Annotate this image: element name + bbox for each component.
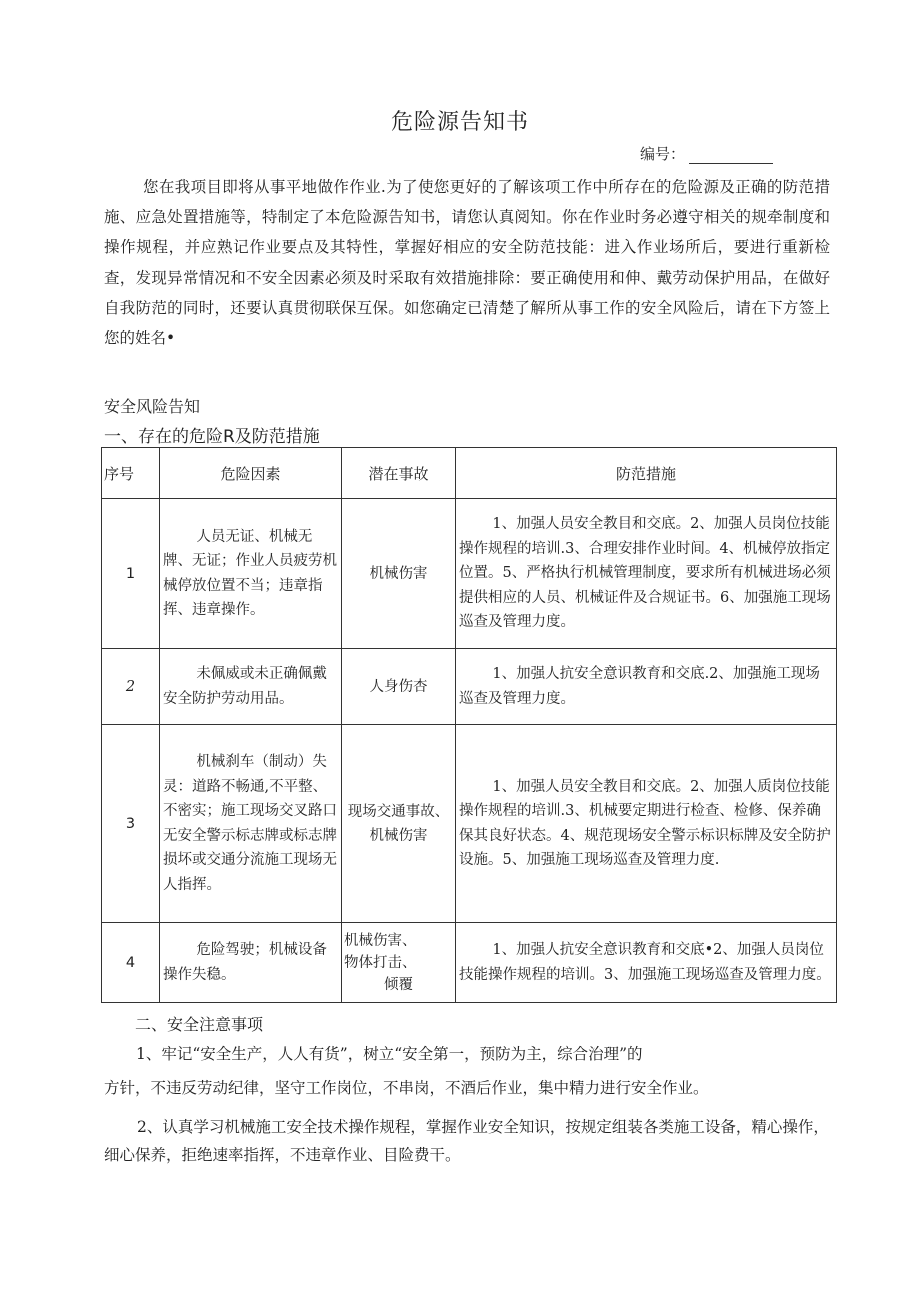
number-label: 编号： [640, 145, 686, 163]
header-no: 序号 [102, 448, 160, 499]
row-number: 3 [102, 725, 160, 923]
row-number: 2 [102, 649, 160, 725]
header-measures: 防范措施 [456, 448, 837, 499]
table-row [102, 725, 837, 923]
row-accident: 机械伤害 [342, 499, 456, 649]
accident-line: 物体打击、 [344, 954, 417, 971]
row-accident: 人身伤杏 [342, 649, 456, 725]
notice-paragraph-1-line-1: 1、牢记“安全生产，人人有货”，树立“安全第一，预防为主，综合治理”的 [136, 1045, 643, 1063]
section-subtitle: 安全风险告知 [104, 397, 201, 416]
section-one-heading: 一、存在的危险R及防范措施 [104, 427, 320, 447]
header-accident: 潜在事故 [342, 448, 456, 499]
table-row [102, 923, 837, 1003]
number-blank-line [689, 149, 773, 164]
row-cause: 机械刹车（制动）失灵：道路不畅通,不平整、不密实；施工现场交叉路口无安全警示标志牌或标志牌损坏或交通分流施工现场无人指挥。 [160, 725, 342, 923]
accident-line: 机械伤害、 [344, 932, 417, 949]
row-cause: 危险驾驶；机械设备操作失稳。 [160, 923, 342, 1003]
accident-line: 倾覆 [384, 976, 413, 993]
row-cause: 未佩威或未正确佩戴安全防护劳动用品。 [160, 649, 342, 725]
document-number [640, 143, 773, 164]
intro-paragraph: 您在我项目即将从事平地做作作业.为了使您更好的了解该项工作中所存在的危险源及正确的防范措施、应急处置措施等，特制定了本危险源告知书，请您认真阅知。你在作业时务必遵守相关的规牵制度和操作规程，并应熟记作业要点及其特性，掌握好相应的安全防范技能：进入作业场所后，要进行重新检查，发现异常情况和不安全因素必须及时采取有效措施排除：要正确使用和伸、戴劳动保护用品，在做好自我防范的同时，还要认真贯彻联保互保。如您确定已清楚了解所从事工作的安全风险后，请在下方签上您的姓名• [104, 178, 830, 348]
table-row [102, 649, 837, 725]
row-accident [342, 923, 456, 1003]
section-two-heading: 二、安全注意事项 [135, 1015, 264, 1034]
row-accident: 现场交通事故、机械伤害 [342, 725, 456, 923]
row-number: 1 [102, 499, 160, 649]
table-row [102, 499, 837, 649]
row-measures: 1、加强人员安全教目和交底。2、加强人员岗位技能操作规程的培训.3、合理安排作业时间。4、机械停放指定位置。5、严格执行机械管理制度，要求所有机械进场必须提供相应的人员、机械证件及合规证书。6、加强施工现场巡查及管理力度。 [456, 499, 837, 649]
notice-paragraph-2: 2、认真学习机械施工安全技术操作规程，掌握作业安全知识，按规定组装各类施工设备，精心操作，细心保养，拒绝速率指挥，不违章作业、目险费干。 [104, 1118, 829, 1164]
row-measures: 1、加强人抗安全意识教育和交底.2、加强施工现场巡查及管理力度。 [456, 649, 837, 725]
row-measures: 1、加强人员安全教目和交底。2、加强人质岗位技能操作规程的培训.3、机械要定期进行检查、检修、保养确保其良好状态。4、规范现场安全警示标识标牌及安全防护设施。5、加强施工现场巡查及管理力度. [456, 725, 837, 923]
header-cause: 危险因素 [160, 448, 342, 499]
row-number: 4 [102, 923, 160, 1003]
notice-paragraph-1-line-2: 方针，不违反劳动纪律，坚守工作岗位，不串岗，不酒后作业，集中精力进行安全作业。 [104, 1079, 709, 1097]
table-header-row [102, 448, 837, 499]
row-measures: 1、加强人抗安全意识教育和交底•2、加强人员岗位技能操作规程的培训。3、加强施工现场巡查及管理力度。 [456, 923, 837, 1003]
risk-table [101, 447, 837, 1003]
document-title: 危险源告知书 [390, 110, 529, 135]
row-cause: 人员无证、机械无牌、无证；作业人员疲劳机械停放位置不当；违章指挥、违章操作。 [160, 499, 342, 649]
